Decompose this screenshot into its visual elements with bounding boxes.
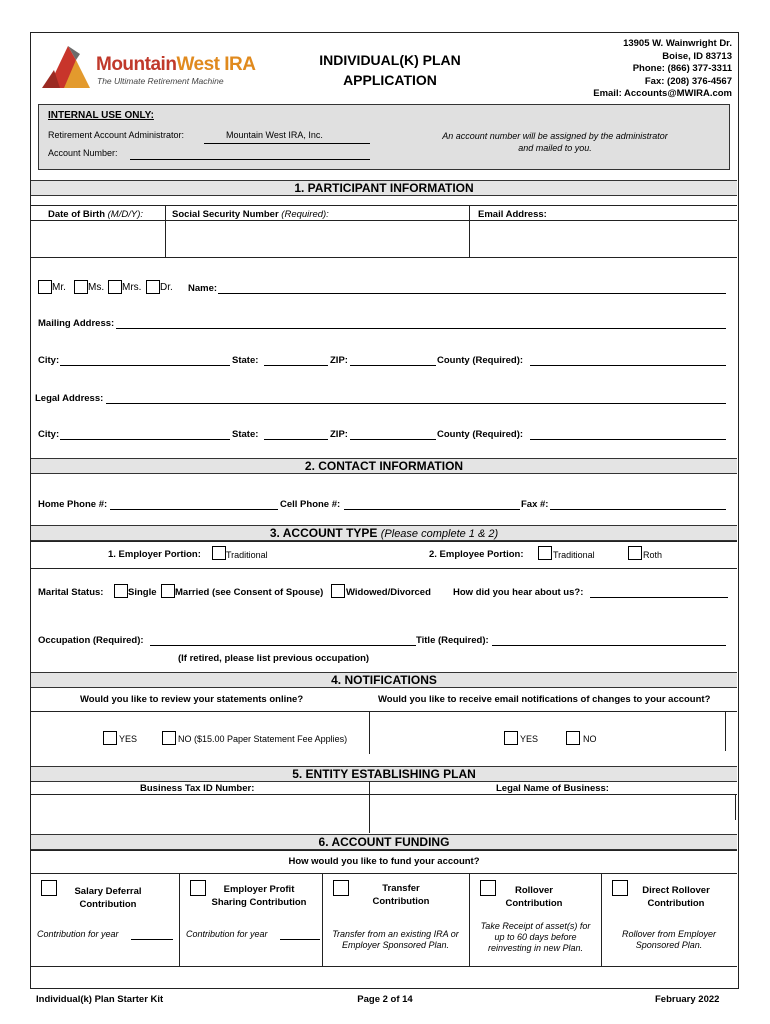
transfer-label: Transfer Contribution: [372, 883, 430, 907]
occupation-line[interactable]: [150, 645, 416, 646]
logo-tagline: The Ultimate Retirement Machine: [97, 76, 224, 86]
occupation-label: Occupation (Required):: [38, 635, 144, 646]
divider: [31, 257, 737, 258]
divider: [31, 541, 737, 542]
online-yes-label: YES: [119, 734, 138, 744]
company-fax: Fax: (208) 376-4567: [644, 75, 732, 87]
email-label: Email Address:: [478, 209, 547, 220]
married-checkbox[interactable]: [161, 584, 175, 598]
admin-value: Mountain West IRA, Inc.: [226, 130, 323, 140]
legal-city-label: City:: [38, 429, 60, 440]
mailing-address-line[interactable]: [116, 328, 726, 329]
mailing-address-label: Mailing Address:: [38, 318, 115, 329]
marital-status-label: Marital Status:: [38, 587, 104, 598]
company-email: Email: Accounts@MWIRA.com: [593, 88, 732, 99]
logo: [40, 42, 260, 92]
how-hear-line[interactable]: [590, 597, 728, 598]
dob-label: Date of Birth (M/D/Y):: [48, 209, 143, 220]
section-4-header: [31, 672, 737, 688]
fax-label: Fax #:: [521, 499, 549, 510]
employer-portion-label: 1. Employer Portion:: [108, 549, 201, 560]
section-1-title: 1. PARTICIPANT INFORMATION: [294, 181, 474, 195]
title-line-2: APPLICATION: [343, 72, 437, 88]
title-label: Title (Required):: [416, 635, 489, 646]
rollover-label: Rollover Contribution: [505, 885, 563, 909]
transfer-checkbox[interactable]: [333, 880, 349, 896]
company-phone: Phone: (866) 377-3311: [632, 63, 732, 74]
employee-roth-checkbox[interactable]: [628, 546, 642, 560]
section-2-title: 2. CONTACT INFORMATION: [304, 459, 464, 473]
divider: [369, 711, 370, 754]
mrs-label: Mrs.: [122, 282, 142, 293]
profit-sharing-label: Employer Profit Sharing Contribution: [211, 884, 307, 908]
divider: [31, 568, 737, 569]
ms-checkbox[interactable]: [74, 280, 88, 294]
footer-left: Individual(k) Plan Starter Kit: [36, 994, 164, 1005]
salary-deferral-desc: Contribution for year: [37, 929, 119, 939]
section-5-header: [31, 766, 737, 782]
divider: [725, 711, 726, 751]
section-1-header: [31, 180, 737, 196]
city-line[interactable]: [60, 365, 230, 366]
internal-use-heading: INTERNAL USE ONLY:: [48, 110, 154, 121]
email-notifications-question: Would you like to receive email notifications of changes to your account?: [378, 694, 711, 705]
dr-checkbox[interactable]: [146, 280, 160, 294]
zip-line[interactable]: [350, 365, 436, 366]
divider: [179, 873, 180, 966]
single-checkbox[interactable]: [114, 584, 128, 598]
married-label: Married (see Consent of Spouse): [175, 587, 324, 598]
legal-county-label: County (Required):: [437, 429, 524, 440]
legal-address-label: Legal Address:: [35, 393, 104, 404]
email-yes-label: YES: [520, 734, 539, 744]
tax-id-label: Business Tax ID Number:: [140, 783, 255, 794]
employee-traditional-label: Traditional: [553, 550, 595, 560]
cell-phone-line[interactable]: [344, 509, 520, 510]
legal-name-field[interactable]: [370, 795, 734, 832]
legal-state-label: State:: [232, 429, 259, 440]
employee-portion-label: 2. Employee Portion:: [429, 549, 524, 560]
tax-id-field[interactable]: [32, 795, 368, 832]
ssn-field[interactable]: [166, 221, 468, 256]
section-2-header: [31, 458, 737, 474]
admin-line: [204, 143, 370, 144]
widowed-label: Widowed/Divorced: [346, 587, 431, 598]
home-phone-line[interactable]: [110, 509, 278, 510]
salary-deferral-checkbox[interactable]: [41, 880, 57, 896]
title-line[interactable]: [492, 645, 726, 646]
state-label: State:: [232, 355, 259, 366]
mrs-checkbox[interactable]: [108, 280, 122, 294]
state-line[interactable]: [264, 365, 328, 366]
transfer-desc: Transfer from an existing IRA or Employer Sponsored Plan.: [332, 929, 459, 950]
address-line-2: Boise, ID 83713: [662, 50, 732, 62]
divider: [31, 205, 737, 206]
home-phone-label: Home Phone #:: [38, 499, 108, 510]
divider: [31, 873, 737, 874]
online-yes-checkbox[interactable]: [103, 731, 117, 745]
mr-label: Mr.: [52, 282, 66, 293]
ms-label: Ms.: [88, 282, 105, 293]
note-line-2: and mailed to you.: [518, 143, 592, 153]
rollover-desc: Take Receipt of asset(s) for up to 60 days before reinvesting in new Plan.: [480, 921, 591, 953]
logo-text-westira: West IRA: [176, 54, 256, 75]
section-3-hint: (Please complete 1 & 2): [380, 528, 499, 540]
note-line-1: An account number will be assigned by the administrator: [442, 131, 668, 141]
employer-traditional-checkbox[interactable]: [212, 546, 226, 560]
section-3-title: 3. ACCOUNT TYPE: [269, 526, 381, 540]
address-line-1: 13905 W. Wainwright Dr.: [623, 38, 732, 49]
single-label: Single: [128, 587, 157, 598]
profit-sharing-year-line[interactable]: [280, 939, 320, 940]
title-line-1: INDIVIDUAL(K) PLAN: [319, 52, 461, 68]
online-no-label: NO ($15.00 Paper Statement Fee Applies): [178, 734, 348, 744]
legal-state-line[interactable]: [264, 439, 328, 440]
logo-text-mountain: Mountain: [96, 54, 177, 75]
direct-rollover-desc: Rollover from Employer Sponsored Plan.: [621, 929, 717, 950]
county-line[interactable]: [530, 365, 726, 366]
divider: [31, 850, 737, 851]
name-label: Name:: [188, 283, 218, 294]
divider: [735, 794, 736, 820]
mr-checkbox[interactable]: [38, 280, 52, 294]
zip-label: ZIP:: [330, 355, 348, 366]
legal-county-line[interactable]: [530, 439, 726, 440]
email-field[interactable]: [470, 221, 736, 256]
company-address: [593, 38, 732, 101]
widowed-checkbox[interactable]: [331, 584, 345, 598]
employee-roth-label: Roth: [643, 550, 663, 560]
section-4-title: 4. NOTIFICATIONS: [331, 673, 437, 687]
divider: [322, 873, 323, 966]
email-yes-checkbox[interactable]: [504, 731, 518, 745]
salary-deferral-year-line[interactable]: [131, 939, 173, 940]
section-6-header: [31, 834, 737, 850]
mountain-logo-icon: [40, 42, 100, 92]
email-no-label: NO: [583, 734, 597, 744]
email-no-checkbox[interactable]: [566, 731, 580, 745]
legal-name-label: Legal Name of Business:: [496, 783, 609, 794]
online-no-checkbox[interactable]: [162, 731, 176, 745]
account-assigned-note: [410, 130, 700, 154]
dob-field[interactable]: [32, 221, 164, 256]
funding-question: How would you like to fund your account?: [288, 856, 480, 867]
legal-city-line[interactable]: [60, 439, 230, 440]
how-hear-label: How did you hear about us?:: [453, 587, 584, 598]
section-3-header: [31, 525, 737, 541]
county-label: County (Required):: [437, 355, 524, 366]
footer-date: February 2022: [655, 994, 720, 1005]
name-line[interactable]: [218, 293, 726, 294]
legal-address-line[interactable]: [106, 403, 726, 404]
employee-traditional-checkbox[interactable]: [538, 546, 552, 560]
employer-traditional-label: Traditional: [226, 550, 268, 560]
legal-zip-line[interactable]: [350, 439, 436, 440]
profit-sharing-desc: Contribution for year: [186, 929, 268, 939]
divider: [31, 966, 737, 967]
account-number-label: Account Number:: [48, 148, 118, 158]
admin-label: Retirement Account Administrator:: [48, 130, 185, 140]
divider: [31, 711, 737, 712]
fax-line[interactable]: [550, 509, 726, 510]
legal-zip-label: ZIP:: [330, 429, 348, 440]
section-6-title: 6. ACCOUNT FUNDING: [318, 835, 450, 849]
retired-note: (If retired, please list previous occupation): [178, 653, 370, 664]
dr-label: Dr.: [160, 282, 173, 293]
salary-deferral-label: Salary Deferral Contribution: [74, 886, 142, 910]
page-number: Page 2 of 14: [357, 994, 413, 1005]
page-title: [290, 50, 490, 90]
city-label: City:: [38, 355, 60, 366]
section-5-title: 5. ENTITY ESTABLISHING PLAN: [292, 767, 476, 781]
cell-phone-label: Cell Phone #:: [280, 499, 341, 510]
account-number-line[interactable]: [130, 159, 370, 160]
divider: [601, 873, 602, 966]
direct-rollover-label: Direct Rollover Contribution: [642, 885, 710, 909]
online-statements-question: Would you like to review your statements online?: [80, 694, 304, 705]
ssn-label: Social Security Number (Required):: [172, 209, 329, 220]
